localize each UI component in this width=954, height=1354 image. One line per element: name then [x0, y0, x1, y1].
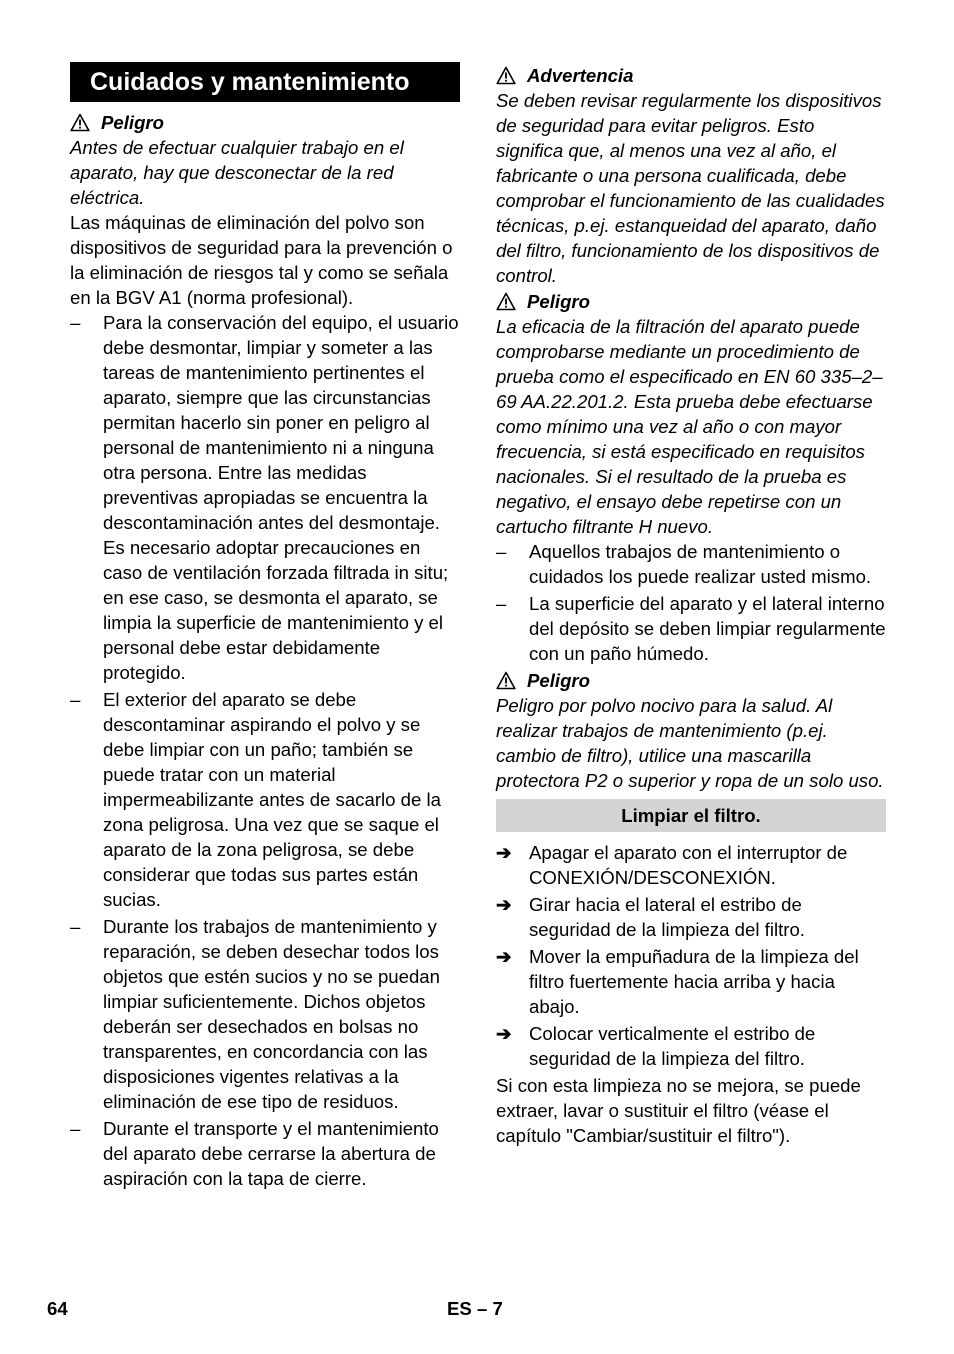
left-column [70, 62, 460, 1193]
arrow-right-icon: ➔ [496, 1023, 512, 1044]
right-column [496, 62, 886, 1148]
list-item-text: El exterior del aparato se debe descontaminar aspirando el polvo y se debe limpiar con un paño; también se puede tratar con un material impermeabilizante antes de sacarlo de la zona peligrosa. Una vez que se saque el aparato de la zona peligrosa, se debe considerar que todas sus partes están sucias. [103, 689, 441, 910]
step-item [496, 892, 886, 942]
outro-paragraph: Si con esta limpieza no se mejora, se puede extraer, lavar o sustituir el filtro (véase el capítulo "Cambiar/sustituir el filtro"). [496, 1075, 861, 1146]
self-maintenance-list [496, 539, 886, 666]
step-item [496, 1021, 886, 1071]
section-title: Cuidados y mantenimiento [70, 62, 460, 102]
list-item-text: Durante el transporte y el mantenimiento del aparato debe cerrarse la abertura de aspiración con la tapa de cierre. [103, 1118, 439, 1189]
step-item [496, 944, 886, 1019]
warning-triangle-icon [496, 671, 518, 691]
list-item [70, 310, 460, 685]
step-item [496, 840, 886, 890]
warning-triangle-icon [70, 113, 92, 133]
list-item [496, 539, 886, 589]
list-item [496, 591, 886, 666]
warning-text: Peligro por polvo nocivo para la salud. Al realizar trabajos de mantenimiento (p.ej. cambio de filtro), utilice una mascarilla protectora P2 o superior y ropa de un solo uso. [496, 695, 884, 791]
list-item [70, 1116, 460, 1191]
warning-text: Se deben revisar regularmente los dispositivos de seguridad para evitar peligros. Esto significa que, al menos una vez al año, el fabricante o una persona cualificada, debe comprobar el funcionamiento de las cualidades técnicas, p.ej. estanqueidad del aparato, daño del filtro, funcionamiento de los dispositivos de control. [496, 90, 885, 286]
list-item [70, 914, 460, 1114]
warning-heading [70, 110, 460, 135]
list-item [70, 687, 460, 912]
step-text: Apagar el aparato con el interruptor de CONEXIÓN/DESCONEXIÓN. [529, 842, 848, 888]
dash-bullet: – [496, 541, 507, 562]
step-text: Girar hacia el lateral el estribo de seguridad de la limpieza del filtro. [529, 894, 805, 940]
page-number: 64 [47, 1298, 68, 1319]
list-item-text: Durante los trabajos de mantenimiento y reparación, se deben desechar todos los objetos que estén sucios y no se puedan limpiar suficientemente. Dichos objetos deberán ser desechados en bolsas no transparentes, en concordancia con las disposiciones vigentes relativas a la eliminación de ese tipo de residuos. [103, 916, 440, 1112]
subsection-title: Limpiar el filtro. [496, 799, 886, 832]
list-item-text: La superficie del aparato y el lateral interno del depósito se deben limpiar regularmente con un paño húmedo. [529, 593, 886, 664]
arrow-right-icon: ➔ [496, 842, 512, 863]
dash-bullet: – [496, 593, 507, 614]
step-text: Mover la empuñadura de la limpieza del filtro fuertemente hacia arriba y hacia abajo. [529, 946, 859, 1017]
arrow-right-icon: ➔ [496, 894, 512, 915]
dash-bullet: – [70, 689, 81, 710]
warning-triangle-icon [496, 292, 518, 312]
intro-paragraph: Las máquinas de eliminación del polvo son dispositivos de seguridad para la prevención o la eliminación de riesgos tal y como se señala en la BGV A1 (norma profesional). [70, 212, 453, 308]
step-text: Colocar verticalmente el estribo de seguridad de la limpieza del filtro. [529, 1023, 816, 1069]
dash-bullet: – [70, 916, 81, 937]
warning-label: Peligro [527, 670, 591, 691]
warning-label: Advertencia [527, 65, 634, 86]
warning-label: Peligro [101, 112, 165, 133]
warning-heading [496, 63, 886, 88]
list-item-text: Aquellos trabajos de mantenimiento o cuidados los puede realizar usted mismo. [529, 541, 872, 587]
maintenance-list [70, 310, 460, 1191]
dash-bullet: – [70, 312, 81, 333]
warning-heading [496, 289, 886, 314]
dash-bullet: – [70, 1118, 81, 1139]
arrow-right-icon: ➔ [496, 946, 512, 967]
warning-triangle-icon [496, 66, 518, 86]
list-item-text: Para la conservación del equipo, el usuario debe desmontar, limpiar y someter a las tareas de mantenimiento pertinentes el aparato, siempre que las circunstancias permitan hacerlo sin poner en peligro al personal de mantenimiento ni a ninguna otra persona. Entre las medidas preventivas apropiadas se encuentra la descontaminación antes del desmontaje. Es necesario adoptar precauciones en caso de ventilación forzada filtrada in situ; en ese caso, se desmonta el aparato, se limpia la superficie de mantenimiento y el personal debe estar debidamente protegido. [103, 312, 459, 683]
filter-steps-list [496, 840, 886, 1071]
language-page-label: ES – 7 [447, 1298, 503, 1319]
warning-label: Peligro [527, 291, 591, 312]
warning-text: Antes de efectuar cualquier trabajo en el aparato, hay que desconectar de la red eléctrica. [70, 137, 404, 208]
warning-text: La eficacia de la filtración del aparato puede comprobarse mediante un procedimiento de prueba como el especificado en EN 60 335–2–69 AA.22.201.2. Esta prueba debe efectuarse como mínimo una vez al año o con mayor frecuencia, si está especificado en requisitos nacionales. Si el resultado de la prueba es negativo, el ensayo debe repetirse con un cartucho filtrante H nuevo. [496, 316, 883, 537]
warning-heading [496, 668, 886, 693]
